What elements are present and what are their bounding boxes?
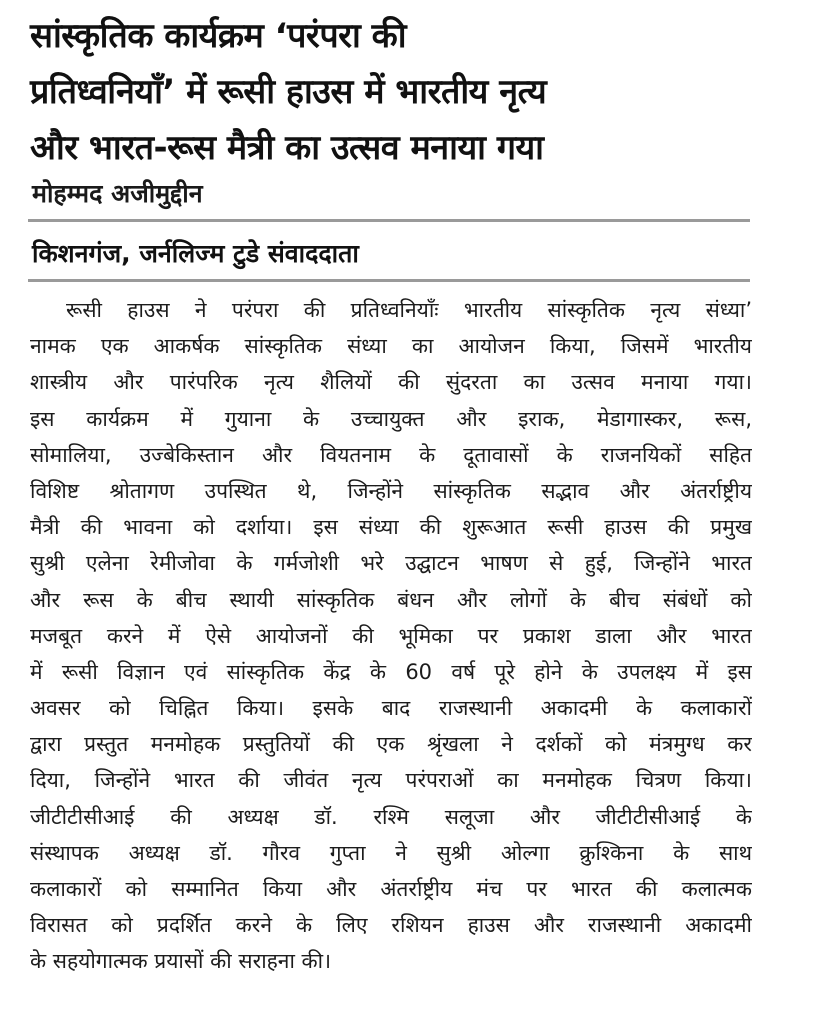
divider-rule bbox=[28, 219, 750, 222]
body-line: सोमालिया, उज्बेकिस्तान और वियतनाम के दूतावासों के राजनयिकों सहित bbox=[30, 442, 752, 467]
headline-line-3: और भारत-रूस मैत्री का उत्सव मनाया गया bbox=[30, 128, 544, 168]
body-line: दिया, जिन्होंने भारत की जीवंत नृत्य परंपराओं का मनमोहक चित्रण किया। bbox=[30, 768, 752, 793]
body-line: विशिष्ट श्रोतागण उपस्थित थे, जिन्होंने सांस्कृतिक सद्भाव और अंतर्राष्ट्रीय bbox=[30, 478, 752, 503]
body-line: और रूस के बीच स्थायी सांस्कृतिक बंधन और लोगों के बीच संबंधों को bbox=[30, 587, 752, 612]
body-line: सुश्री एलेना रेमीजोवा के गर्मजोशी भरे उद्घाटन भाषण से हुई, जिन्होंने भारत bbox=[30, 551, 752, 576]
body-line: रूसी हाउस ने परंपरा की प्रतिध्वनियाँः भारतीय सांस्कृतिक नृत्य संध्या’ bbox=[66, 298, 752, 322]
body-line: इस कार्यक्रम में गुयाना के उच्चायुक्त और इराक, मेडागास्कर, रूस, bbox=[30, 406, 752, 431]
headline-line-1: सांस्कृतिक कार्यक्रम ‘परंपरा की bbox=[30, 16, 407, 56]
body-line: संस्थापक अध्यक्ष डॉ. गौरव गुप्ता ने सुश्री ओल्गा क्रुश्किना के साथ bbox=[30, 840, 752, 865]
body-line: के सहयोगात्मक प्रयासों की सराहना की। bbox=[30, 949, 332, 974]
body-line: मजबूत करने में ऐसे आयोजनों की भूमिका पर प्रकाश डाला और भारत bbox=[30, 623, 752, 648]
article-body bbox=[30, 292, 752, 980]
body-line: नामक एक आकर्षक सांस्कृतिक संध्या का आयोजन किया, जिसमें भारतीय bbox=[30, 334, 752, 359]
body-line: अवसर को चिह्नित किया। इसके बाद राजस्थानी अकादमी के कलाकारों bbox=[30, 696, 752, 721]
headline bbox=[30, 8, 790, 176]
body-line: कलाकारों को सम्मानित किया और अंतर्राष्ट्रीय मंच पर भारत की कलात्मक bbox=[30, 877, 752, 901]
body-line: शास्त्रीय और पारंपरिक नृत्य शैलियों की सुंदरता का उत्सव मनाया गया। bbox=[30, 370, 752, 395]
body-line: मैत्री की भावना को दर्शाया। इस संध्या की शुरूआत रूसी हाउस की प्रमुख bbox=[30, 515, 752, 540]
headline-line-2: प्रतिध्वनियाँ’ में रूसी हाउस में भारतीय नृत्य bbox=[30, 72, 547, 112]
body-line: जीटीटीसीआई की अध्यक्ष डॉ. रश्मि सलूजा और जीटीटीसीआई के bbox=[30, 804, 752, 829]
body-line: द्वारा प्रस्तुत मनमोहक प्रस्तुतियों की एक श्रृंखला ने दर्शकों को मंत्रमुग्ध कर bbox=[30, 732, 752, 757]
body-line: विरासत को प्रदर्शित करने के लिए रशियन हाउस और राजस्थानी अकादमी bbox=[30, 913, 752, 938]
dateline: किशनगंज, जर्नलिज्म टुडे संवाददाता bbox=[32, 239, 359, 268]
divider-rule bbox=[28, 279, 750, 282]
body-line: में रूसी विज्ञान एवं सांस्कृतिक केंद्र के 60 वर्ष पूरे होने के उपलक्ष्य में इस bbox=[30, 659, 752, 684]
byline: मोहम्मद अजीमुद्दीन bbox=[32, 179, 203, 208]
